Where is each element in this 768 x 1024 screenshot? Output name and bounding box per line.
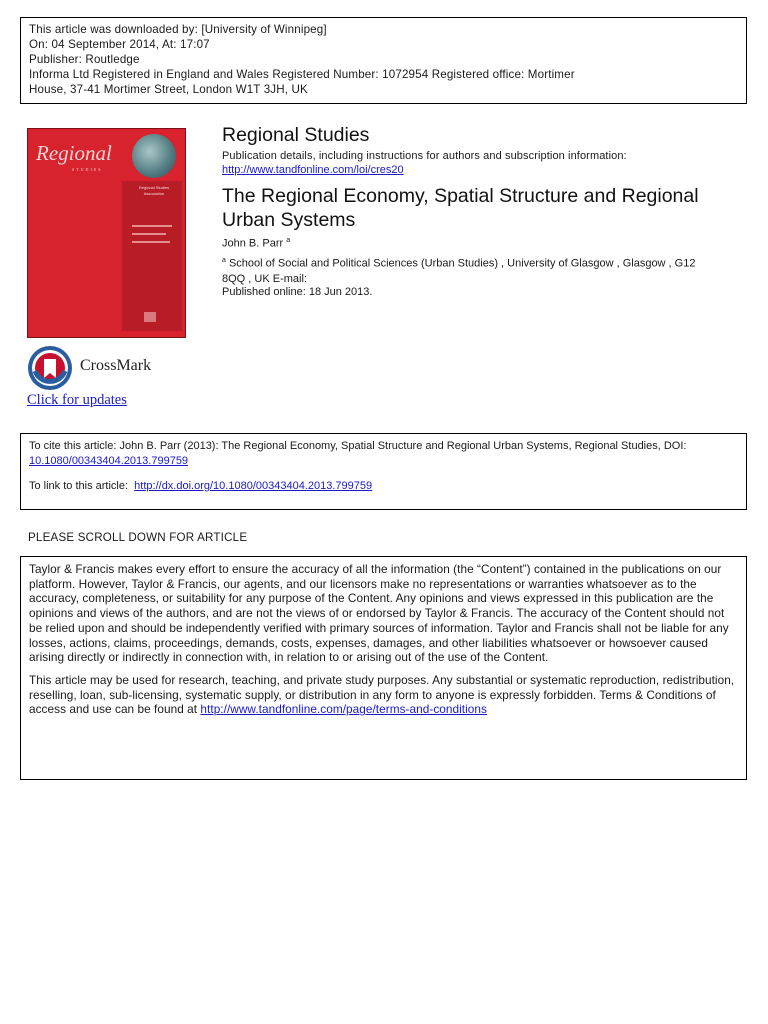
affiliation	[222, 253, 702, 287]
download-date-line: On: 04 September 2014, At: 17:07	[29, 38, 210, 51]
affiliation-text: School of Social and Political Sciences (Urban Studies) , University of Glasgow , Glasgow , G12 8QQ , UK E-mail:	[222, 257, 696, 285]
cite-line	[29, 439, 738, 469]
affiliation-sup: a	[222, 257, 226, 264]
doi-link[interactable]: 10.1080/00343404.2013.799759	[29, 455, 189, 467]
cover-panel-text: Regional Studies Association	[138, 185, 170, 196]
author-name: John B. Parr	[222, 237, 284, 250]
disclaimer-box	[20, 556, 747, 780]
journal-cover-image	[27, 128, 186, 338]
click-for-updates-link[interactable]: Click for updates	[27, 392, 127, 408]
address-line: House, 37-41 Mortimer Street, London W1T 3JH, UK	[29, 83, 308, 96]
cover-subtitle: STUDIES	[72, 167, 103, 172]
cover-decor-line	[132, 225, 172, 227]
disclaimer-paragraph: Taylor & Francis makes every effort to ensure the accuracy of all the information (the “Content”) contained in the publications on our platform. However, Taylor & Francis, our agents, and our licensors make no representations or warranties whatsoever as to the accuracy, completeness, or suitability for any purpose of the Content. Any opinions and views expressed in this publication are the opinions and views of the authors, and are not the views of or endorsed by Taylor & Francis. The accuracy of the Content should not be relied upon and should be independently verified with primary sources of information. Taylor and Francis shall not be liable for any losses, actions, claims, proceedings, demands, costs, expenses, damages, and other liabilities whatsoever or howsoever caused arising directly or indirectly in connection with, in relation to or arising out of the use of the Content.	[29, 562, 729, 665]
citation-box	[20, 433, 747, 510]
registration-line: Informa Ltd Registered in England and Wales Registered Number: 1072954 Registered office: Mortimer	[29, 68, 575, 81]
author-sup: a	[286, 237, 291, 244]
cite-text: To cite this article: John B. Parr (2013): The Regional Economy, Spatial Structure and Regional Urban Systems, Regional Studies, DOI:	[29, 440, 687, 452]
crossmark-icon[interactable]	[27, 345, 73, 391]
article-doi-url[interactable]: http://dx.doi.org/10.1080/00343404.2013.799759	[134, 480, 373, 492]
cover-decor-line	[132, 241, 170, 243]
terms-link[interactable]: http://www.tandfonline.com/page/terms-and-conditions	[200, 702, 487, 717]
terms-text: This article may be used for research, teaching, and private study purposes. Any substantial or systematic reproduction, redistribution, reselling, loan, sub-licensing, systematic supply, or distribution in any form to anyone is expressly forbidden. Terms & Conditions of access and use can be found at	[29, 672, 735, 717]
cover-title: Regional	[36, 141, 112, 165]
cover-side-panel	[122, 181, 182, 331]
article-title: The Regional Economy, Spatial Structure and Regional Urban Systems	[222, 185, 699, 231]
terms-paragraph	[29, 673, 738, 717]
cover-publisher-logo	[144, 312, 156, 322]
author-line	[222, 237, 290, 250]
publication-details: Publication details, including instructions for authors and subscription information:	[222, 150, 627, 162]
journal-title: Regional Studies	[222, 124, 370, 146]
cover-globe-graphic	[132, 134, 176, 178]
cover-decor-line	[132, 233, 166, 235]
published-date: Published online: 18 Jun 2013.	[222, 286, 373, 298]
journal-link[interactable]: http://www.tandfonline.com/loi/cres20	[222, 164, 404, 176]
publisher-line: Publisher: Routledge	[29, 53, 140, 66]
link-label: To link to this article:	[29, 480, 129, 492]
link-line	[29, 479, 738, 494]
crossmark-label[interactable]: CrossMark	[80, 357, 152, 374]
download-info-line: This article was downloaded by: [University of Winnipeg]	[29, 23, 327, 36]
download-info-box	[20, 17, 747, 104]
scroll-notice: PLEASE SCROLL DOWN FOR ARTICLE	[28, 531, 248, 544]
